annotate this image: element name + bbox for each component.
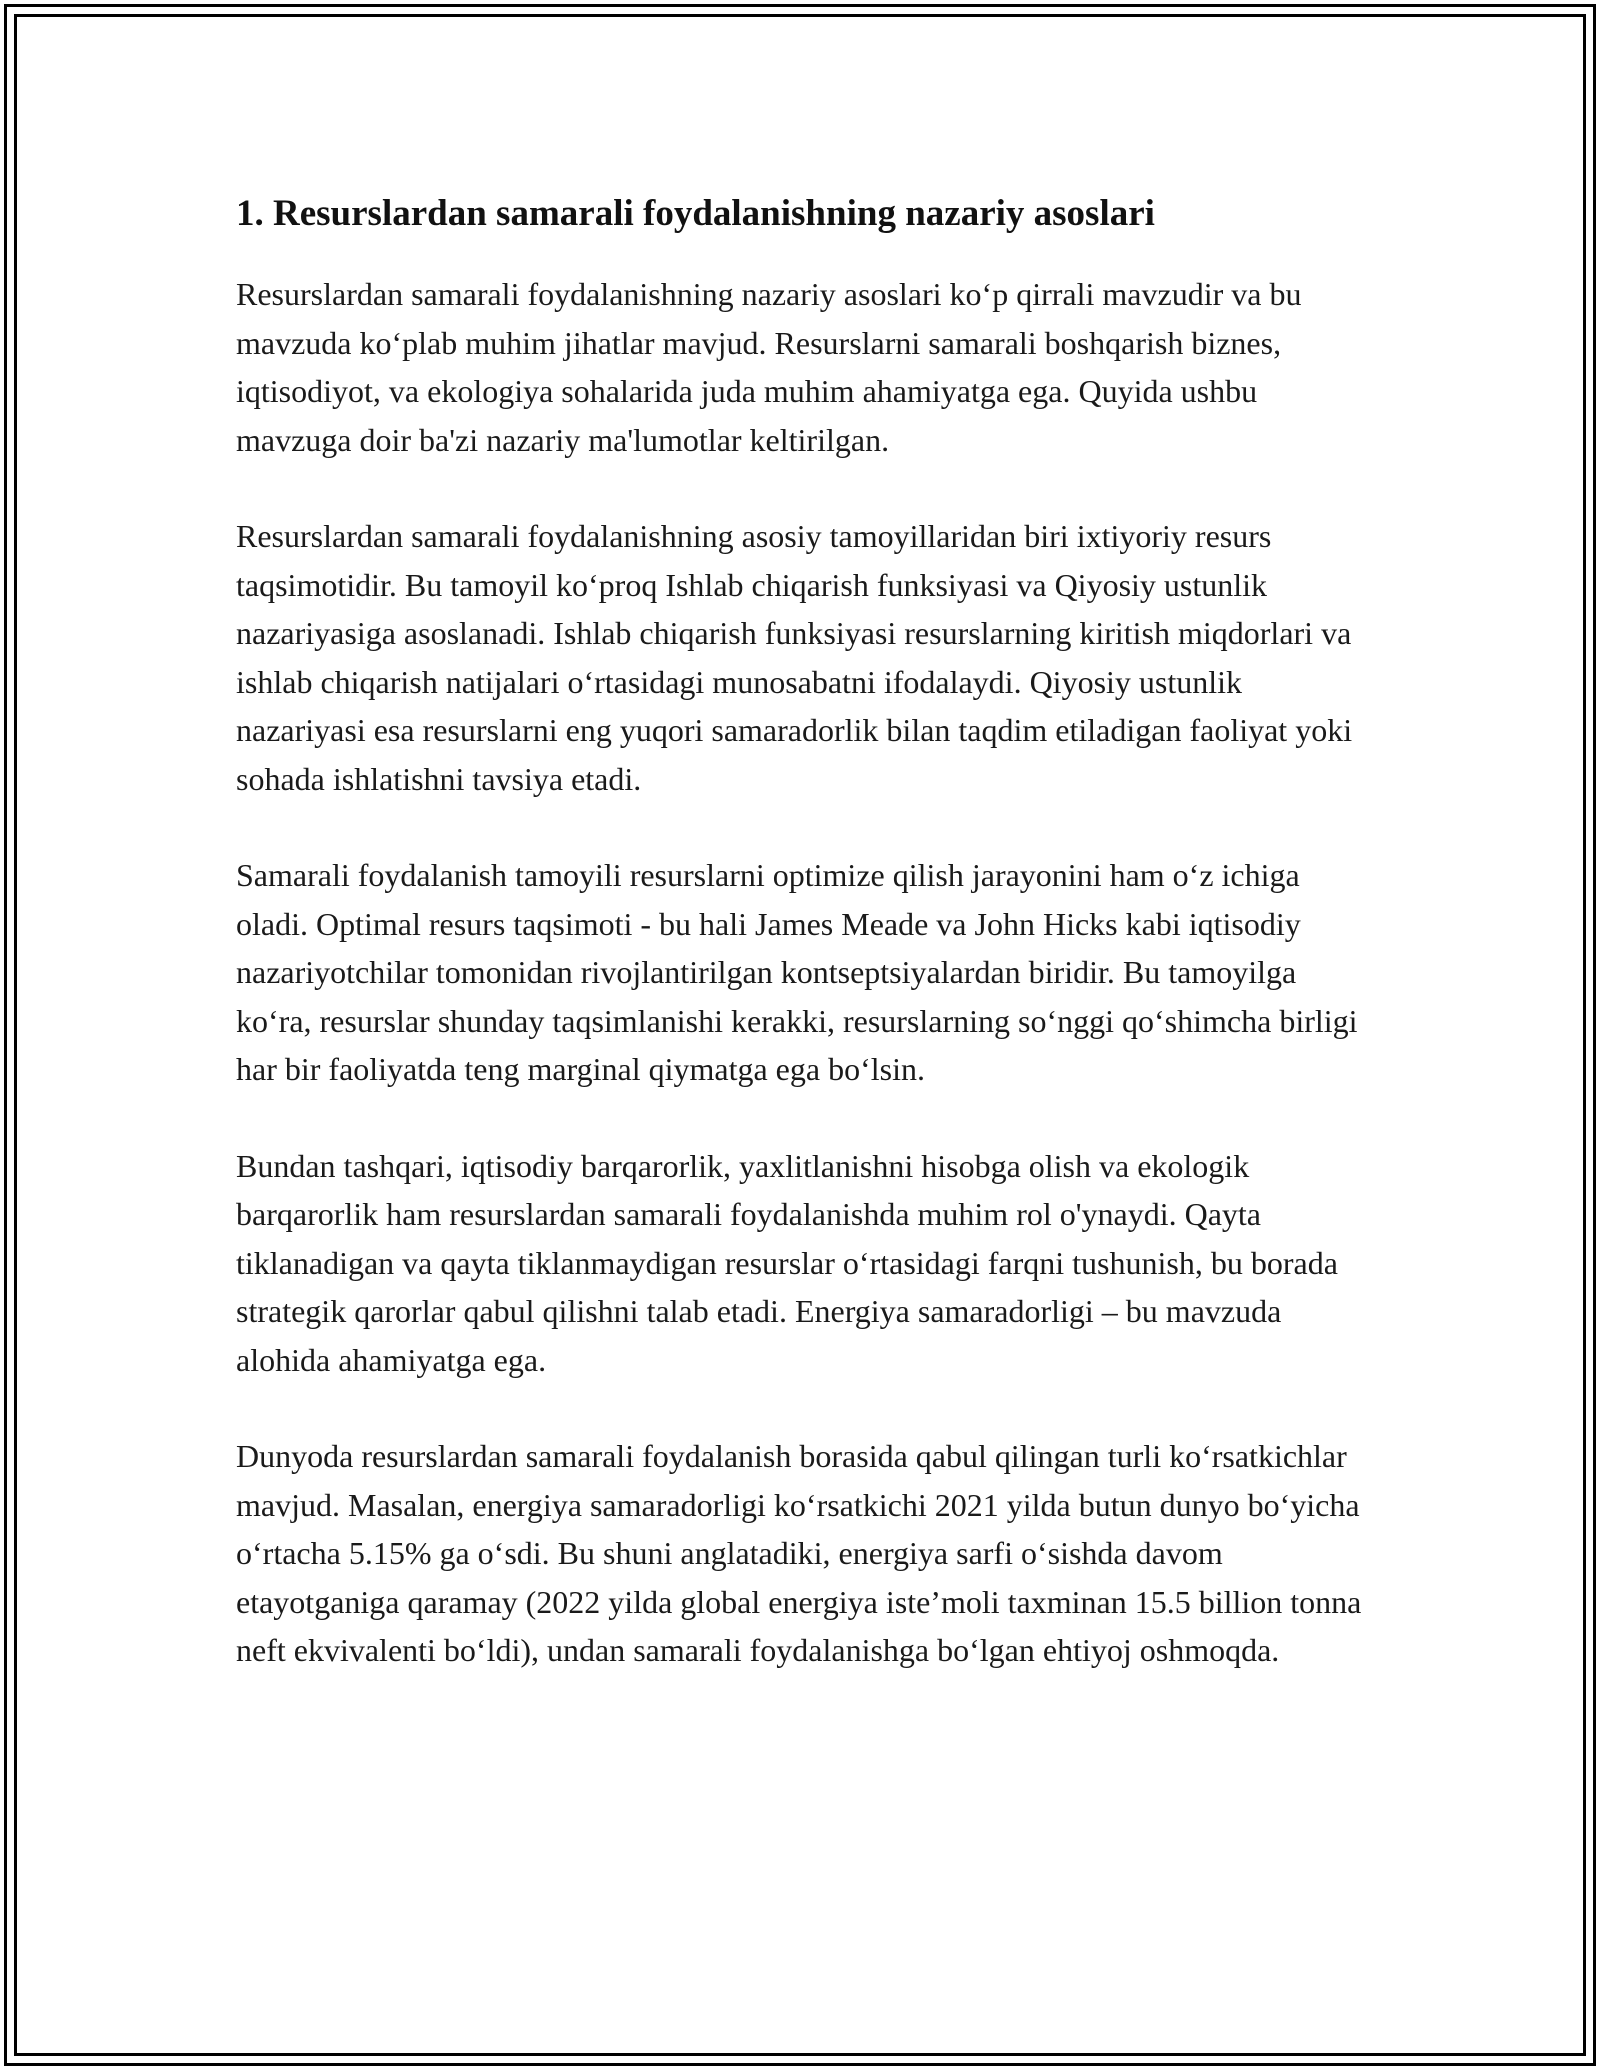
paragraph-world-indicators: Dunyoda resurslardan samarali foydalanish borasida qabul qilingan turli ko‘rsatkichlar mavjud. Masalan, energiya samaradorligi ko‘rsatkichi 2021 yilda butun dunyo bo‘yicha o‘rtacha 5.15% ga o‘sdi. Bu shuni anglatadiki, energiya sarfi o‘sishda davom etayotganiga qaramay (2022 yilda global energiya iste’moli taxminan 15.5 billion tonna neft ekvivalenti bo‘ldi), undan samarali foydalanishga bo‘lgan ehtiyoj oshmoqda. <box>236 1438 1362 1668</box>
paragraph-optimization: Samarali foydalanish tamoyili resurslarni optimize qilish jarayonini ham o‘z ichiga oladi. Optimal resurs taqsimoti - bu hali James Meade va John Hicks kabi iqtisodiy nazariyotchilar tomonidan rivojlantirilgan kontseptsiyalardan biridir. Bu tamoyilga ko‘ra, resurslar shunday taqsimlanishi kerakki, resurslarning so‘nggi qo‘shimcha birligi har bir faoliyatda teng marginal qiymatga ega bo‘lsin. <box>236 857 1358 1087</box>
paragraph-intro: Resurslardan samarali foydalanishning nazariy asoslari ko‘p qirrali mavzudir va bu mavzuda ko‘plab muhim jihatlar mavjud. Resurslarni samarali boshqarish biznes, iqtisodiyot, va ekologiya sohalarida juda muhim ahamiyatga ega. Quyida ushbu mavzuga doir ba'zi nazariy ma'lumotlar keltirilgan. <box>236 276 1302 458</box>
paragraph-sustainability: Bundan tashqari, iqtisodiy barqarorlik, yaxlitlanishni hisobga olish va ekologik barqarorlik ham resurslardan samarali foydalanishda muhim rol o'ynaydi. Qayta tiklanadigan va qayta tiklanmaydigan resurslar o‘rtasidagi farqni tushunish, bu borada strategik qarorlar qabul qilishni talab etadi. Energiya samaradorligi – bu mavzuda alohida ahamiyatga ega. <box>236 1147 1338 1378</box>
document-body <box>236 186 1376 1723</box>
section-heading: 1. Resurslardan samarali foydalanishning nazariy asoslari <box>236 193 1155 234</box>
paragraph-resource-allocation: Resurslardan samarali foydalanishning asosiy tamoyillaridan biri ixtiyoriy resurs taqsimotidir. Bu tamoyil ko‘proq Ishlab chiqarish funksiyasi va Qiyosiy ustunlik nazariyasiga asoslanadi. Ishlab chiqarish funksiyasi resurslarning kiritish miqdorlari va ishlab chiqarish natijalari o‘rtasidagi munosabatni ifodalaydi. Qiyosiy ustunlik nazariyasi esa resurslarni eng yuqori samaradorlik bilan taqdim etiladigan faoliyat yoki sohada ishlatishni tavsiya etadi. <box>236 518 1353 797</box>
